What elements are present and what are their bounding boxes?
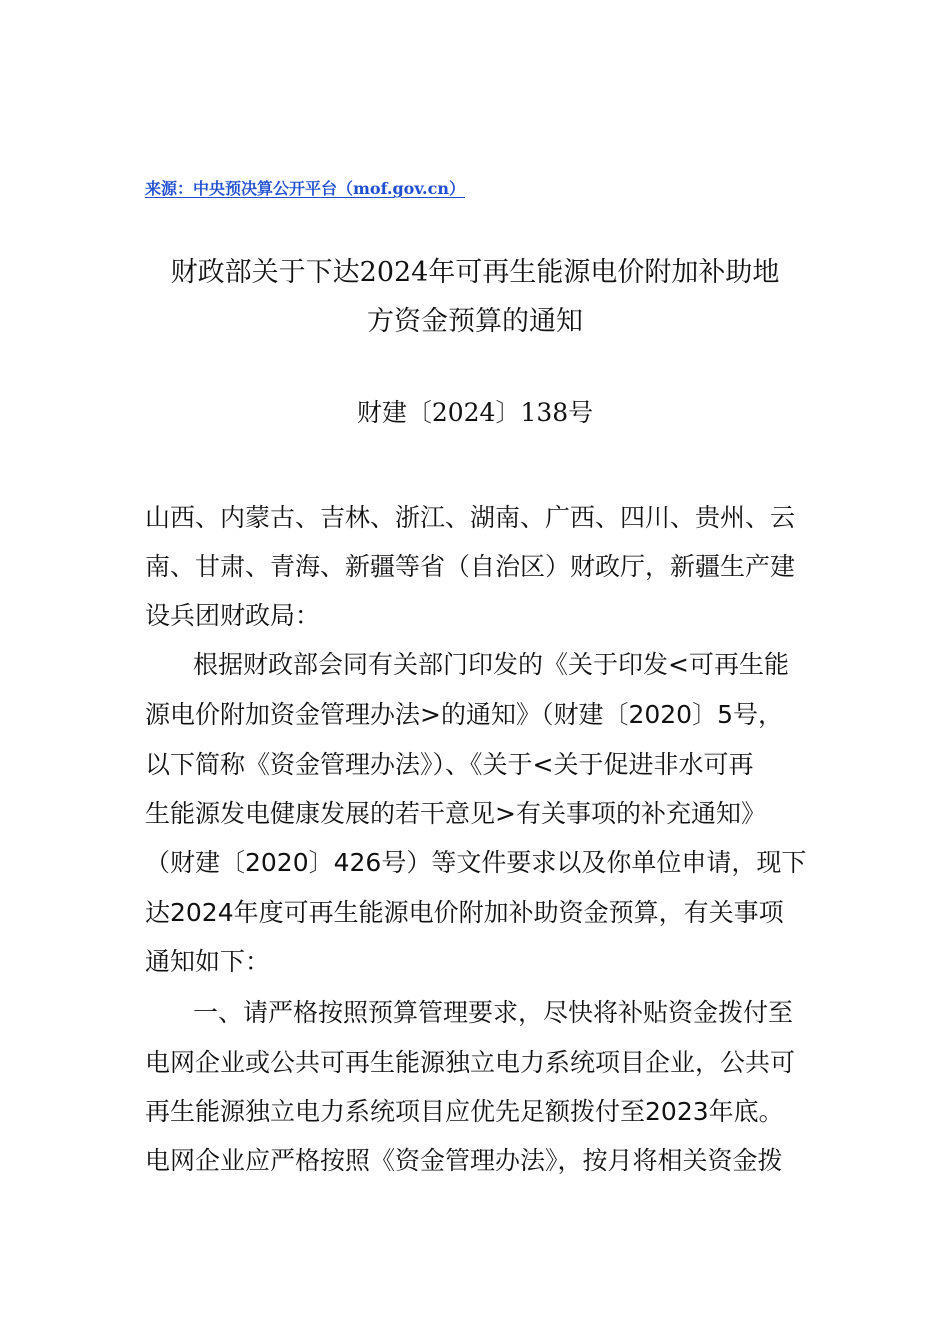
source-link[interactable]: 来源：中央预决算公开平台（mof.gov.cn）: [145, 179, 465, 198]
document-number: 财建〔2024〕138号: [356, 398, 594, 427]
body-line: 源电价附加资金管理办法>的通知》（财建〔2020〕5号，: [145, 700, 783, 729]
body-line: 山西、内蒙古、吉林、浙江、湖南、广西、四川、贵州、云: [145, 503, 796, 532]
body-line: 根据财政部会同有关部门印发的《关于印发<可再生能: [193, 650, 789, 679]
body-line: 生能源发电健康发展的若干意见>有关事项的补充通知》: [145, 799, 766, 828]
body-line: 南、甘肃、青海、新疆等省（自治区）财政厅，新疆生产建: [145, 552, 796, 581]
document-title-line-2: 方资金预算的通知: [367, 306, 583, 337]
body-line: 达2024年度可再生能源电价附加补助资金预算，有关事项: [145, 898, 784, 927]
body-line: （财建〔2020〕426号）等文件要求以及你单位申请，现下: [145, 848, 807, 877]
body-line: 设兵团财政局：: [145, 601, 321, 630]
document-title-line-1: 财政部关于下达2024年可再生能源电价附加补助地: [170, 257, 780, 288]
body-line: 电网企业或公共可再生能源独立电力系统项目企业，公共可: [145, 1048, 796, 1077]
body-line: 通知如下：: [145, 947, 271, 976]
body-line: 电网企业应严格按照《资金管理办法》，按月将相关资金拨: [145, 1146, 783, 1175]
body-line: 一、请严格按照预算管理要求，尽快将补贴资金拨付至: [193, 998, 794, 1027]
body-line: 以下简称《资金管理办法》）、《关于<关于促进非水可再: [145, 750, 754, 779]
body-line: 再生能源独立电力系统项目应优先足额拨付至2023年底。: [145, 1097, 784, 1126]
